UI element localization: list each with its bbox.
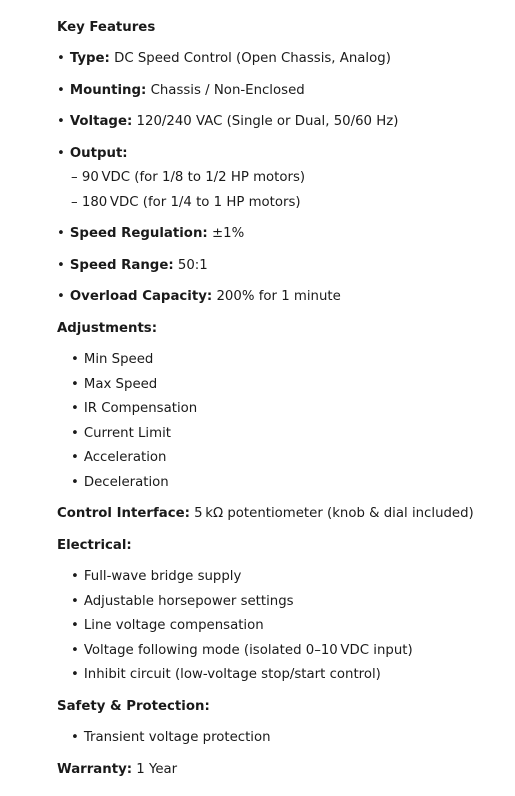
feature-label: Output: (69, 146, 128, 161)
feature-output (57, 145, 128, 163)
warranty-label: Warranty: (57, 762, 133, 777)
feature-speed-range (57, 257, 208, 275)
feature-type (57, 50, 391, 68)
electrical-item (71, 593, 294, 611)
bullet-marker: • (71, 730, 79, 745)
adjustment-item (71, 425, 171, 443)
control-interface (57, 505, 474, 523)
adjustment-label: Current Limit (83, 426, 171, 441)
feature-label: Voltage: (69, 114, 133, 129)
section-heading-adjustments: Adjustments: (57, 321, 158, 336)
electrical-item (71, 617, 264, 635)
feature-overload-capacity (57, 288, 341, 306)
output-item-180vdc: – 180 VDC (for 1/4 to 1 HP motors) (71, 195, 301, 210)
bullet-marker: • (71, 618, 79, 633)
feature-value: 200% for 1 minute (216, 289, 341, 304)
bullet-marker: • (57, 258, 65, 273)
feature-voltage (57, 113, 398, 131)
electrical-label: Full-wave bridge supply (83, 569, 242, 584)
electrical-label: Inhibit circuit (low-voltage stop/start control) (83, 667, 381, 682)
adjustment-label: Max Speed (83, 377, 158, 392)
bullet-marker: • (57, 83, 65, 98)
adjustment-item (71, 474, 169, 492)
feature-value: Chassis / Non-Enclosed (150, 83, 305, 98)
bullet-marker: • (57, 226, 65, 241)
electrical-label: Adjustable horsepower settings (83, 594, 294, 609)
bullet-marker: • (71, 594, 79, 609)
feature-label: Speed Range: (69, 258, 174, 273)
adjustment-label: IR Compensation (83, 401, 198, 416)
electrical-label: Line voltage compensation (83, 618, 264, 633)
safety-item (71, 729, 271, 747)
electrical-label: Voltage following mode (isolated 0–10 VDC input) (83, 643, 413, 658)
bullet-marker: • (71, 643, 79, 658)
adjustment-item (71, 449, 166, 467)
control-interface-value: 5 kΩ potentiometer (knob & dial included) (194, 506, 474, 521)
bullet-marker: • (71, 569, 79, 584)
bullet-marker: • (71, 450, 79, 465)
control-interface-label: Control Interface: (57, 506, 190, 521)
feature-value: ±1% (211, 226, 245, 241)
bullet-marker: • (71, 667, 79, 682)
bullet-marker: • (57, 146, 65, 161)
bullet-marker: • (71, 426, 79, 441)
feature-label: Overload Capacity: (69, 289, 213, 304)
adjustment-label: Acceleration (83, 450, 167, 465)
feature-value: 120/240 VAC (Single or Dual, 50/60 Hz) (136, 114, 399, 129)
bullet-marker: • (57, 51, 65, 66)
adjustment-item (71, 376, 157, 394)
output-item-90vdc: – 90 VDC (for 1/8 to 1/2 HP motors) (71, 170, 306, 185)
section-heading-safety: Safety & Protection: (57, 699, 210, 714)
section-heading-key-features: Key Features (57, 20, 156, 35)
feature-value: 50:1 (177, 258, 208, 273)
warranty (57, 761, 177, 779)
bullet-marker: • (71, 352, 79, 367)
adjustment-item (71, 400, 197, 418)
warranty-value: 1 Year (136, 762, 178, 777)
adjustment-label: Min Speed (83, 352, 154, 367)
feature-speed-regulation (57, 225, 244, 243)
adjustment-item (71, 351, 153, 369)
feature-label: Mounting: (69, 83, 147, 98)
bullet-marker: • (71, 401, 79, 416)
feature-value: DC Speed Control (Open Chassis, Analog) (114, 51, 391, 66)
feature-label: Speed Regulation: (69, 226, 208, 241)
feature-mounting (57, 82, 305, 100)
section-heading-electrical: Electrical: (57, 538, 132, 553)
electrical-item (71, 568, 241, 586)
electrical-item (71, 642, 413, 660)
adjustment-label: Deceleration (83, 475, 169, 490)
safety-label: Transient voltage protection (83, 730, 271, 745)
bullet-marker: • (71, 377, 79, 392)
feature-label: Type: (69, 51, 110, 66)
bullet-marker: • (57, 289, 65, 304)
bullet-marker: • (57, 114, 65, 129)
bullet-marker: • (71, 475, 79, 490)
electrical-item (71, 666, 381, 684)
